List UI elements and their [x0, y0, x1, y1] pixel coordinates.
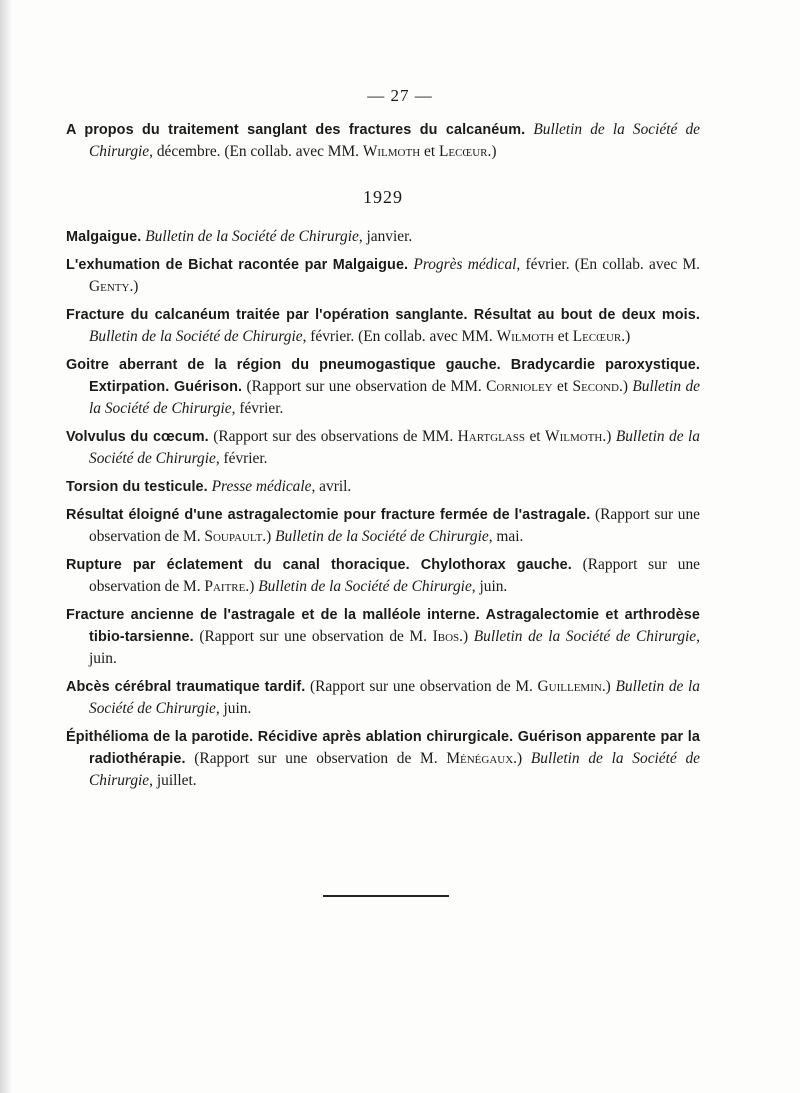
entry-title: Malgaigue.	[66, 229, 142, 245]
bibliography-entry	[66, 604, 700, 670]
entry-date: , juin.	[89, 628, 700, 667]
bibliography-entry-calcaneum	[66, 119, 700, 163]
bibliography-entry	[66, 554, 700, 598]
entry-date: , février. (En collab. avec M.	[516, 256, 700, 273]
entry-date: , avril.	[311, 478, 352, 495]
entry-coauthor: Guillemin	[537, 678, 602, 695]
entry-coauthor: Lecœur	[438, 143, 488, 160]
entry-note-end: .)	[618, 378, 633, 395]
entry-title: Fracture du calcanéum traitée par l'opération sanglante. Résultat au bout de deux mois.	[66, 307, 700, 323]
entry-title: Volvulus du cœcum.	[66, 429, 209, 445]
entry-note-end: .)	[245, 578, 259, 595]
page-edge-shadow	[0, 0, 12, 1093]
entry-coauthor: Ibos	[432, 628, 460, 645]
entry-title: Rupture par éclatement du canal thoracique. Chylothorax gauche.	[66, 557, 572, 573]
entry-connector: et	[552, 378, 573, 395]
entry-coauthor: Ménégaux	[446, 750, 514, 767]
entry-journal: Bulletin de la Société de Chirurgie	[89, 378, 700, 417]
entry-title: Résultat éloigné d'une astragalectomie pour fracture fermée de l'astragale.	[66, 507, 591, 523]
entry-journal: Bulletin de la Société de Chirurgie	[89, 750, 700, 789]
entry-coauthor: Hartglass	[457, 428, 525, 445]
entry-date: , janvier.	[358, 228, 413, 245]
entry-note-end: .)	[601, 678, 616, 695]
entry-coauthor: Wilmoth	[496, 328, 554, 345]
entry-date: , février. (En collab. avec MM.	[302, 328, 497, 345]
bibliography-entry	[66, 304, 700, 348]
entry-date: , juin.	[215, 700, 252, 717]
entry-note-end: .)	[459, 628, 474, 645]
entry-date: , février.	[231, 400, 284, 417]
entry-date: , mai.	[488, 528, 524, 545]
entry-coauthor: Genty	[89, 278, 130, 295]
bibliography-entry	[66, 476, 700, 498]
entry-connector: et	[420, 143, 439, 160]
entry-title: Torsion du testicule.	[66, 479, 208, 495]
entry-coauthor: Wilmoth	[362, 143, 421, 160]
entry-note: (Rapport sur une observation de M.	[193, 628, 433, 645]
year-heading: 1929	[363, 187, 403, 207]
entry-title: A propos du traitement sanglant des fractures du calcanéum.	[66, 122, 526, 138]
entry-note: (Rapport sur une observation de M.	[89, 506, 700, 545]
page-number: — 27 —	[367, 86, 433, 105]
entry-journal: Bulletin de la Société de Chirurgie	[473, 628, 697, 645]
entry-date: , février.	[215, 450, 268, 467]
entry-note: (Rapport sur une observation de MM.	[242, 378, 487, 395]
entry-journal: Bulletin de la Société de Chirurgie	[275, 528, 489, 545]
entry-journal: Bulletin de la Société de Chirurgie	[89, 428, 700, 467]
entry-coauthor: Soupault	[204, 528, 263, 545]
entry-connector: et	[524, 428, 546, 445]
entry-end: .)	[487, 143, 497, 160]
bibliography-entry	[66, 226, 700, 248]
entry-journal: Bulletin de la Société de Chirurgie	[145, 228, 359, 245]
entry-coauthor: Cornioley	[486, 378, 553, 395]
entry-date: , décembre. (En collab. avec MM.	[149, 143, 363, 160]
entry-note-end: .)	[262, 528, 276, 545]
bibliography-entry	[66, 354, 700, 420]
entry-title: Épithélioma de la parotide. Récidive après ablation chirurgicale. Guérison apparente par la radiothérapie.	[66, 729, 700, 767]
end-rule	[323, 895, 449, 897]
entry-journal: Bulletin de la Société de Chirurgie	[89, 678, 701, 717]
entry-end: .)	[129, 278, 139, 295]
entry-coauthor: Paitre	[204, 578, 246, 595]
entry-title: Abcès cérébral traumatique tardif.	[66, 679, 306, 695]
entry-connector: et	[553, 328, 573, 345]
bibliography-content	[66, 119, 700, 798]
entry-date: , juin.	[471, 578, 508, 595]
entry-journal: Bulletin de la Société de Chirurgie	[89, 121, 700, 160]
bibliography-entry	[66, 676, 700, 720]
bibliography-entry	[66, 254, 700, 298]
entry-title: L'exhumation de Bichat racontée par Malgaigue.	[66, 257, 409, 273]
bibliography-entry	[66, 726, 700, 792]
entry-note-end: .)	[513, 750, 531, 767]
entry-title: Goitre aberrant de la région du pneumogastique gauche. Bradycardie paroxystique. Extirpation. Guérison.	[66, 357, 700, 395]
entry-date: , juillet.	[149, 772, 197, 789]
entry-note: (Rapport sur une observation de M.	[89, 556, 700, 595]
entry-note: (Rapport sur une observation de M.	[185, 750, 447, 767]
entry-end: .)	[621, 328, 631, 345]
bibliography-entry	[66, 504, 700, 548]
entry-coauthor: Wilmoth	[545, 428, 603, 445]
entry-coauthor: Second	[572, 378, 619, 395]
entry-journal: Progrès médical	[413, 256, 517, 273]
entry-journal: Presse médicale	[211, 478, 312, 495]
entry-journal: Bulletin de la Société de Chirurgie	[258, 578, 472, 595]
entry-note-end: .)	[602, 428, 616, 445]
entry-note: (Rapport sur des observations de MM.	[208, 428, 458, 445]
bibliography-entry	[66, 426, 700, 470]
entry-coauthor: Lecœur	[572, 328, 622, 345]
entry-journal: Bulletin de la Société de Chirurgie	[89, 328, 303, 345]
entry-title: Fracture ancienne de l'astragale et de la malléole interne. Astragalectomie et arthrodèse tibio-tarsienne.	[66, 607, 700, 645]
entry-note: (Rapport sur une observation de M.	[305, 678, 538, 695]
